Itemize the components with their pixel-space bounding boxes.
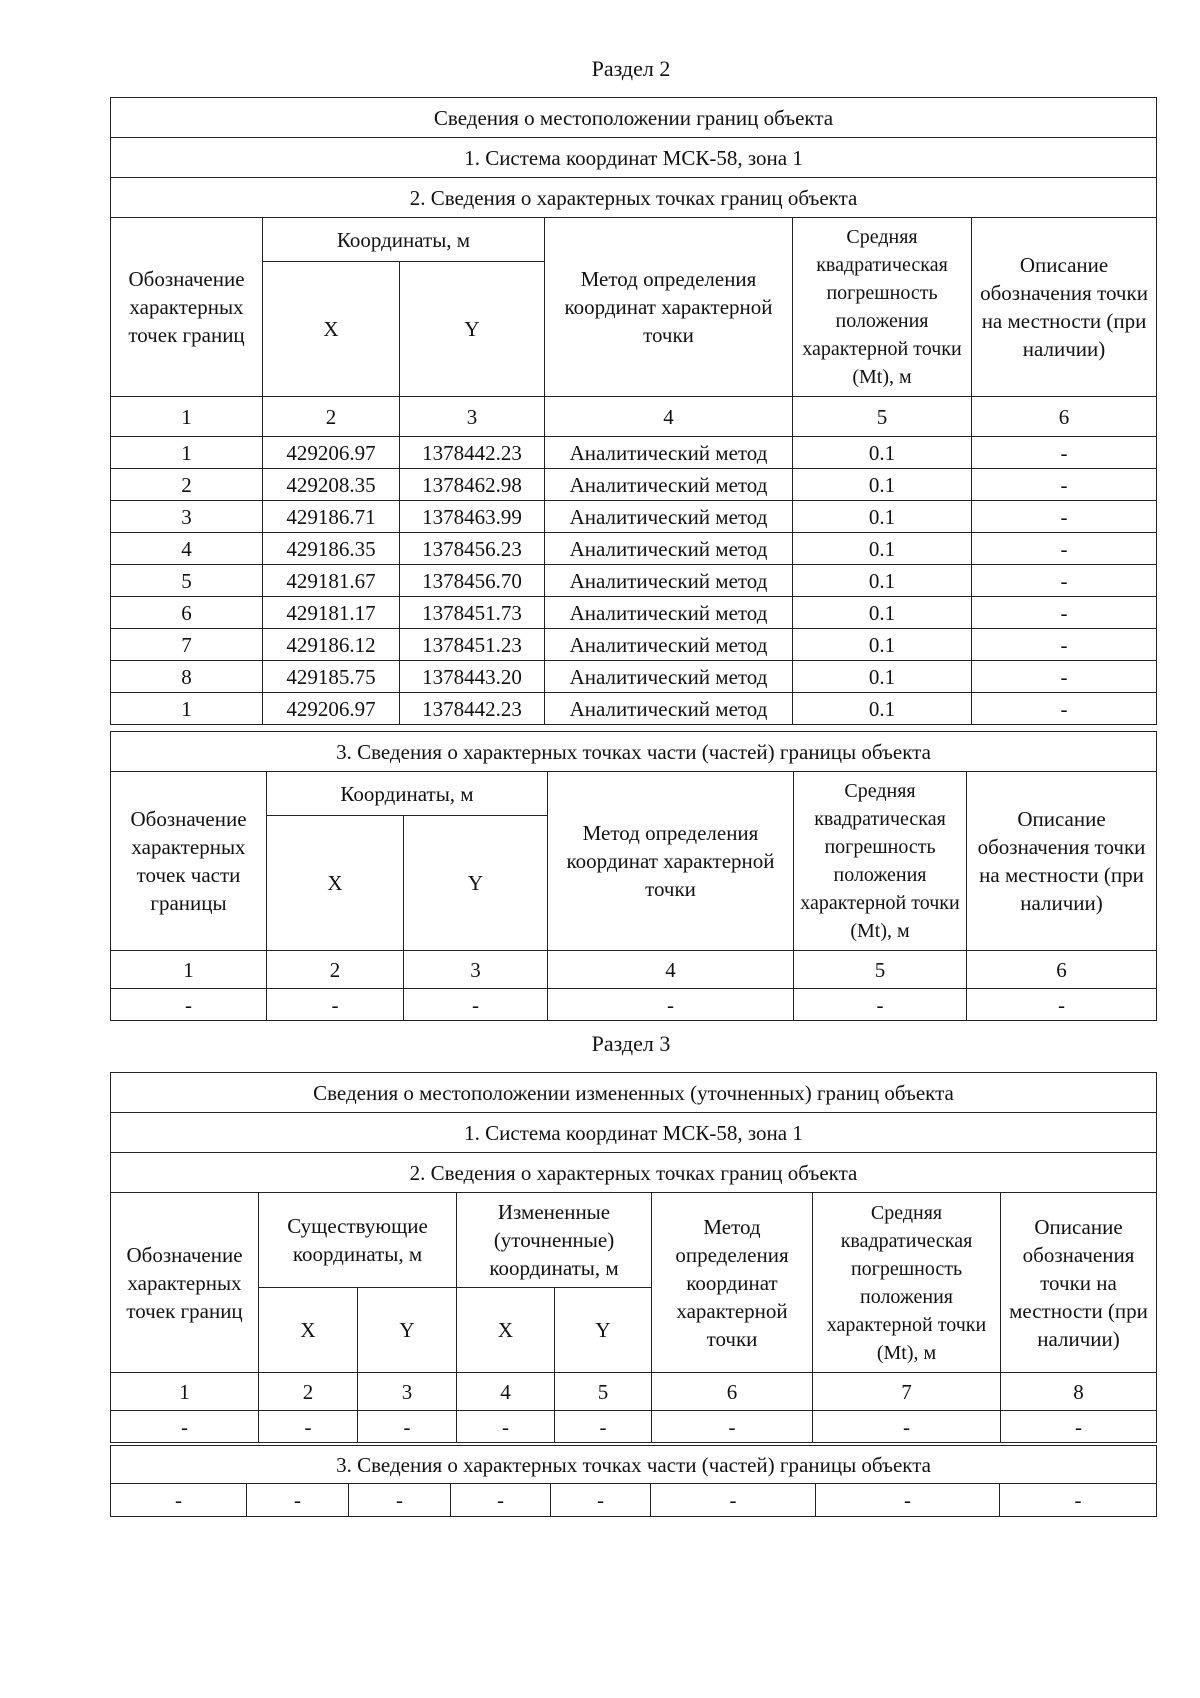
header-method: Метод определения координат характерной точки xyxy=(545,218,793,397)
point-x: 429186.12 xyxy=(263,629,400,661)
part-header-y: Y xyxy=(404,816,548,951)
table-row xyxy=(111,533,1157,565)
table-row xyxy=(111,501,1157,533)
point-error: 0.1 xyxy=(793,565,972,597)
table-cell: - xyxy=(247,1484,349,1517)
header-changed-coordinates: Измененные (уточненные) координаты, м xyxy=(457,1193,652,1288)
col-number: 5 xyxy=(794,951,967,989)
header-designation: Обозначение характерных точек границ xyxy=(111,1193,259,1373)
header-description: Описание обозначения точки на местности (при наличии) xyxy=(1001,1193,1157,1373)
point-number: 2 xyxy=(111,469,263,501)
part-header-x: X xyxy=(267,816,404,951)
col-number: 3 xyxy=(358,1373,457,1411)
col-number: 7 xyxy=(813,1373,1001,1411)
point-error: 0.1 xyxy=(793,533,972,565)
part-header-description: Описание обозначения точки на местности (при наличии) xyxy=(967,772,1157,951)
point-error: 0.1 xyxy=(793,629,972,661)
section2-coord-system: 1. Система координат МСК-58, зона 1 xyxy=(111,138,1157,178)
table-row xyxy=(111,437,1157,469)
col-number: 2 xyxy=(259,1373,358,1411)
header-error: Средняя квадратическая погрешность положения характерной точки (Mt), м xyxy=(813,1193,1001,1373)
table-cell: - xyxy=(111,989,267,1021)
table-cell: - xyxy=(111,1484,247,1517)
col-number: 2 xyxy=(263,397,400,437)
table-cell: - xyxy=(267,989,404,1021)
section3-table xyxy=(110,1072,1157,1443)
header-x: X xyxy=(259,1288,358,1373)
header-x: X xyxy=(263,262,400,397)
table-cell: - xyxy=(1000,1484,1157,1517)
col-number: 3 xyxy=(404,951,548,989)
point-y: 1378443.20 xyxy=(400,661,545,693)
table-row xyxy=(111,597,1157,629)
point-method: Аналитический метод xyxy=(545,533,793,565)
section3-points-title: 2. Сведения о характерных точках границ объекта xyxy=(111,1153,1157,1193)
header-coordinates: Координаты, м xyxy=(263,218,545,262)
point-x: 429185.75 xyxy=(263,661,400,693)
header-designation: Обозначение характерных точек границ xyxy=(111,218,263,397)
section3-table-title: Сведения о местоположении измененных (уточненных) границ объекта xyxy=(111,1073,1157,1113)
point-error: 0.1 xyxy=(793,501,972,533)
point-error: 0.1 xyxy=(793,693,972,725)
point-description: - xyxy=(972,565,1157,597)
section3-title: Раздел 3 xyxy=(591,1031,671,1056)
point-number: 3 xyxy=(111,501,263,533)
point-description: - xyxy=(972,597,1157,629)
part-header-coordinates: Координаты, м xyxy=(267,772,548,816)
point-method: Аналитический метод xyxy=(545,437,793,469)
section2-table-title: Сведения о местоположении границ объекта xyxy=(111,98,1157,138)
point-method: Аналитический метод xyxy=(545,661,793,693)
point-description: - xyxy=(972,629,1157,661)
part-header-designation: Обозначение характерных точек части границы xyxy=(111,772,267,951)
point-x: 429186.35 xyxy=(263,533,400,565)
header-y: Y xyxy=(555,1288,652,1373)
section2-table xyxy=(110,97,1157,725)
header-y: Y xyxy=(358,1288,457,1373)
header-method: Метод определения координат характерной точки xyxy=(652,1193,813,1373)
point-number: 1 xyxy=(111,693,263,725)
point-error: 0.1 xyxy=(793,661,972,693)
point-method: Аналитический метод xyxy=(545,469,793,501)
header-y: Y xyxy=(400,262,545,397)
point-y: 1378463.99 xyxy=(400,501,545,533)
point-x: 429181.67 xyxy=(263,565,400,597)
table-cell: - xyxy=(794,989,967,1021)
table-cell: - xyxy=(451,1484,551,1517)
section2-part-table xyxy=(110,731,1157,1021)
point-method: Аналитический метод xyxy=(545,501,793,533)
col-number: 4 xyxy=(545,397,793,437)
header-error: Средняя квадратическая погрешность положения характерной точки (Mt), м xyxy=(793,218,972,397)
table-cell: - xyxy=(816,1484,1000,1517)
table-cell: - xyxy=(555,1411,652,1443)
table-cell: - xyxy=(404,989,548,1021)
point-description: - xyxy=(972,501,1157,533)
table-row xyxy=(111,1484,1157,1517)
col-number: 2 xyxy=(267,951,404,989)
part-header-error: Средняя квадратическая погрешность положения характерной точки (Mt), м xyxy=(794,772,967,951)
section3-part-table xyxy=(110,1445,1157,1517)
point-x: 429181.17 xyxy=(263,597,400,629)
header-description: Описание обозначения точки на местности (при наличии) xyxy=(972,218,1157,397)
point-number: 7 xyxy=(111,629,263,661)
point-error: 0.1 xyxy=(793,437,972,469)
col-number: 8 xyxy=(1001,1373,1157,1411)
point-method: Аналитический метод xyxy=(545,629,793,661)
point-y: 1378442.23 xyxy=(400,693,545,725)
table-cell: - xyxy=(1001,1411,1157,1443)
point-method: Аналитический метод xyxy=(545,597,793,629)
section2-part-title: 3. Сведения о характерных точках части (частей) границы объекта xyxy=(111,732,1157,772)
point-x: 429206.97 xyxy=(263,693,400,725)
point-x: 429208.35 xyxy=(263,469,400,501)
table-cell: - xyxy=(651,1484,816,1517)
point-y: 1378451.23 xyxy=(400,629,545,661)
point-method: Аналитический метод xyxy=(545,565,793,597)
point-error: 0.1 xyxy=(793,469,972,501)
point-number: 8 xyxy=(111,661,263,693)
point-description: - xyxy=(972,533,1157,565)
table-row xyxy=(111,1411,1157,1443)
col-number: 5 xyxy=(793,397,972,437)
table-cell: - xyxy=(111,1411,259,1443)
section3-coord-system: 1. Система координат МСК-58, зона 1 xyxy=(111,1113,1157,1153)
point-number: 4 xyxy=(111,533,263,565)
point-method: Аналитический метод xyxy=(545,693,793,725)
table-cell: - xyxy=(358,1411,457,1443)
table-cell: - xyxy=(813,1411,1001,1443)
section2-title: Раздел 2 xyxy=(591,56,671,81)
section2-points-title: 2. Сведения о характерных точках границ объекта xyxy=(111,178,1157,218)
col-number: 4 xyxy=(548,951,794,989)
table-cell: - xyxy=(551,1484,651,1517)
point-number: 5 xyxy=(111,565,263,597)
header-x: X xyxy=(457,1288,555,1373)
table-cell: - xyxy=(548,989,794,1021)
col-number: 6 xyxy=(967,951,1157,989)
col-number: 4 xyxy=(457,1373,555,1411)
table-row xyxy=(111,661,1157,693)
section3-part-title: 3. Сведения о характерных точках части (частей) границы объекта xyxy=(111,1446,1157,1484)
table-row xyxy=(111,469,1157,501)
point-y: 1378456.23 xyxy=(400,533,545,565)
point-y: 1378462.98 xyxy=(400,469,545,501)
part-header-method: Метод определения координат характерной точки xyxy=(548,772,794,951)
point-description: - xyxy=(972,437,1157,469)
point-number: 1 xyxy=(111,437,263,469)
col-number: 5 xyxy=(555,1373,652,1411)
point-y: 1378456.70 xyxy=(400,565,545,597)
col-number: 3 xyxy=(400,397,545,437)
table-cell: - xyxy=(259,1411,358,1443)
point-x: 429186.71 xyxy=(263,501,400,533)
col-number: 1 xyxy=(111,951,267,989)
table-row xyxy=(111,693,1157,725)
col-number: 1 xyxy=(111,1373,259,1411)
point-y: 1378442.23 xyxy=(400,437,545,469)
col-number: 6 xyxy=(972,397,1157,437)
table-cell: - xyxy=(349,1484,451,1517)
point-description: - xyxy=(972,693,1157,725)
header-existing-coordinates: Существующие координаты, м xyxy=(259,1193,457,1288)
table-row xyxy=(111,989,1157,1021)
table-row xyxy=(111,565,1157,597)
col-number: 1 xyxy=(111,397,263,437)
table-cell: - xyxy=(652,1411,813,1443)
table-cell: - xyxy=(457,1411,555,1443)
point-x: 429206.97 xyxy=(263,437,400,469)
point-description: - xyxy=(972,661,1157,693)
point-number: 6 xyxy=(111,597,263,629)
col-number: 6 xyxy=(652,1373,813,1411)
table-cell: - xyxy=(967,989,1157,1021)
point-y: 1378451.73 xyxy=(400,597,545,629)
table-row xyxy=(111,629,1157,661)
point-description: - xyxy=(972,469,1157,501)
point-error: 0.1 xyxy=(793,597,972,629)
